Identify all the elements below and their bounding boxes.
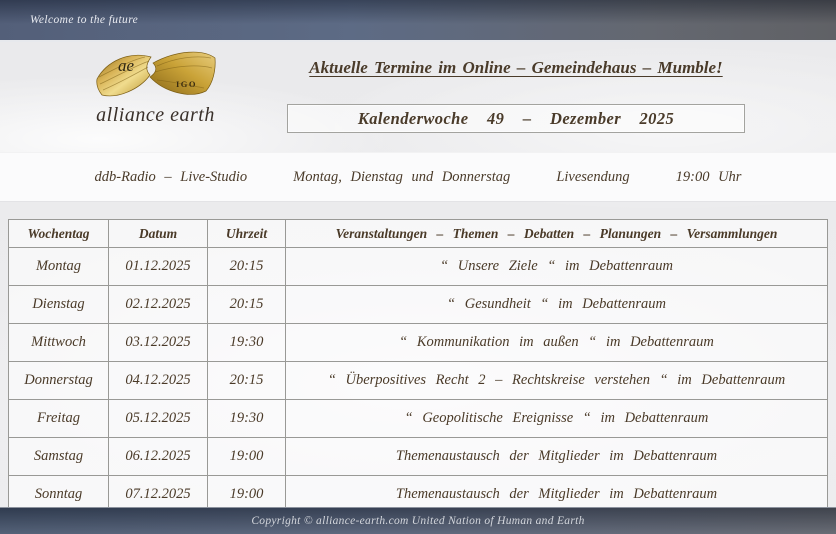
calendar-week-text: Kalenderwoche 49 – Dezember 2025 (357, 108, 675, 128)
cell-date: 03.12.2025 (109, 324, 208, 362)
brand-name: alliance earth (96, 104, 215, 126)
cell-day: Montag (9, 248, 109, 286)
cell-time: 19:30 (208, 324, 286, 362)
table-row (9, 286, 828, 324)
cell-event: “ Unsere Ziele “ im Debattenraum (286, 248, 828, 286)
page-title: Aktuelle Termine im Online – Gemeindehaus – Mumble! (309, 58, 723, 77)
cell-time: 20:15 (208, 286, 286, 324)
cell-time: 19:00 (208, 476, 286, 514)
cell-date: 02.12.2025 (109, 286, 208, 324)
copyright-text: Copyright © alliance-earth.com United Nation of Human and Earth (251, 515, 585, 527)
cell-day: Donnerstag (9, 362, 109, 400)
cell-event: “ Geopolitische Ereignisse “ im Debattenraum (286, 400, 828, 438)
logo-monogram: ae (117, 56, 134, 75)
title-block (287, 58, 745, 78)
cell-event: “ Kommunikation im außen “ im Debattenraum (286, 324, 828, 362)
cell-event: Themenaustausch der Mitglieder im Debattenraum (286, 438, 828, 476)
table-row (9, 400, 828, 438)
cell-date: 04.12.2025 (109, 362, 208, 400)
cell-date: 07.12.2025 (109, 476, 208, 514)
cell-time: 19:30 (208, 400, 286, 438)
cell-date: 01.12.2025 (109, 248, 208, 286)
table-row (9, 438, 828, 476)
radio-broadcast: Livesendung (556, 168, 630, 185)
schedule-table (8, 219, 828, 514)
alliance-earth-logo[interactable] (83, 46, 228, 127)
logo-ribbon-icon (91, 46, 221, 106)
cell-time: 19:00 (208, 438, 286, 476)
radio-info-band (0, 152, 836, 202)
column-header-time: Uhrzeit (208, 220, 286, 248)
cell-date: 06.12.2025 (109, 438, 208, 476)
calendar-week-box (287, 104, 745, 133)
cell-time: 20:15 (208, 248, 286, 286)
cell-event: “ Überpositives Recht 2 – Rechtskreise verstehen “ im Debattenraum (286, 362, 828, 400)
cell-date: 05.12.2025 (109, 400, 208, 438)
column-header-weekday: Wochentag (9, 220, 109, 248)
table-row (9, 362, 828, 400)
page-header (0, 42, 836, 152)
welcome-text: Welcome to the future (30, 14, 139, 26)
table-row (9, 248, 828, 286)
cell-day: Dienstag (9, 286, 109, 324)
table-header-row (9, 220, 828, 248)
cell-event: Themenaustausch der Mitglieder im Debattenraum (286, 476, 828, 514)
radio-time: 19:00 Uhr (675, 168, 742, 185)
cell-time: 20:15 (208, 362, 286, 400)
cell-event: “ Gesundheit “ im Debattenraum (286, 286, 828, 324)
logo-igo-label: IGO (175, 79, 197, 89)
cell-day: Freitag (9, 400, 109, 438)
radio-station: ddb-Radio – Live-Studio (94, 168, 248, 185)
table-row (9, 324, 828, 362)
column-header-date: Datum (109, 220, 208, 248)
cell-day: Mittwoch (9, 324, 109, 362)
radio-days: Montag, Dienstag und Donnerstag (293, 168, 511, 185)
cell-day: Samstag (9, 438, 109, 476)
footer-bar (0, 507, 836, 534)
cell-day: Sonntag (9, 476, 109, 514)
column-header-events: Veranstaltungen – Themen – Debatten – Planungen – Versammlungen (286, 220, 828, 248)
top-banner (0, 0, 836, 42)
